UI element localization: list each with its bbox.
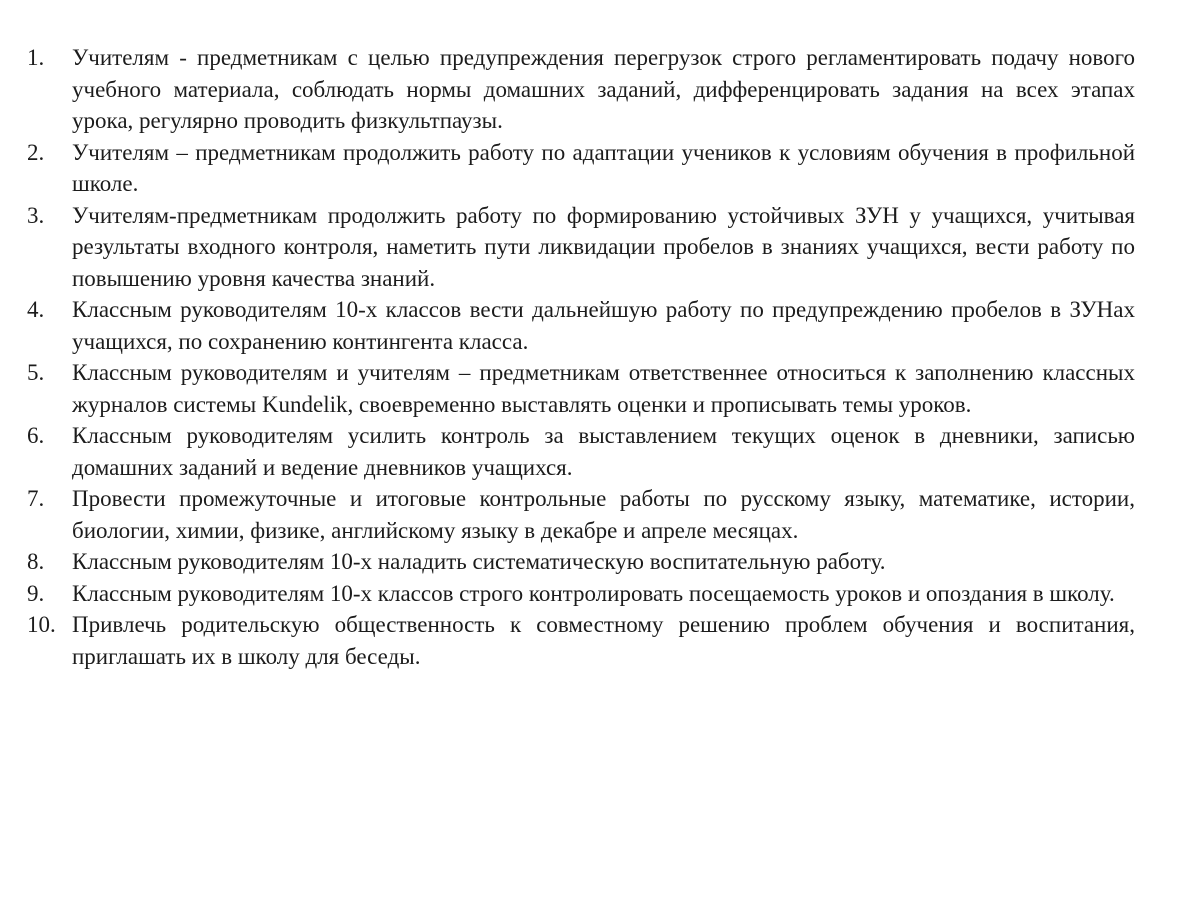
item-number: 1. <box>27 45 45 70</box>
item-text: Классным руководителям 10-х классов вести дальнейшую работу по предупреждению пробелов в ЗУНах учащихся, по сохранению контингента класса. <box>72 297 1135 354</box>
list-item <box>27 578 1135 610</box>
list-item <box>27 420 1135 483</box>
list-item <box>27 483 1135 546</box>
list-item <box>27 137 1135 200</box>
list-item <box>27 42 1135 137</box>
list-item <box>27 357 1135 420</box>
item-text: Привлечь родительскую общественность к совместному решению проблем обучения и воспитания, приглашать их в школу для беседы. <box>72 612 1135 669</box>
item-text: Классным руководителям 10-х наладить систематическую воспитательную работу. <box>72 549 886 574</box>
list-item <box>27 294 1135 357</box>
item-number: 2. <box>27 139 45 165</box>
item-text: Классным руководителям усилить контроль за выставлением текущих оценок в дневники, записью домашних заданий и ведение дневников учащихся. <box>72 423 1135 480</box>
item-number: 9. <box>27 580 45 606</box>
item-number: 5. <box>27 360 45 385</box>
item-number: 4. <box>27 297 45 322</box>
item-number: 8. <box>27 549 45 574</box>
item-text: Классным руководителям и учителям – предметникам ответственнее относиться к заполнению классных журналов системы Kundelik, своевременно выставлять оценки и прописывать темы уроков. <box>72 360 1135 417</box>
item-number: 3. <box>27 202 45 228</box>
item-number: 6. <box>27 423 45 448</box>
item-text: Учителям-предметникам продолжить работу по формированию устойчивых ЗУН у учащихся, учитывая результаты входного контроля, наметить пути ликвидации пробелов в знаниях учащихся, вести работу по повышению уровня качества знаний. <box>72 202 1135 291</box>
item-text: Классным руководителям 10-х классов строго контролировать посещаемость уроков и опоздания в школу. <box>72 580 1115 606</box>
item-text: Учителям - предметникам с целью предупреждения перегрузок строго регламентировать подачу нового учебного материала, соблюдать нормы домашних заданий, дифференцировать задания на всех этапах урока, регулярно проводить физкультпаузы. <box>72 45 1135 133</box>
list-item <box>27 546 1135 578</box>
item-number: 10. <box>27 612 56 637</box>
recommendations-list <box>27 42 1135 672</box>
list-item <box>27 609 1135 672</box>
item-number: 7. <box>27 486 45 511</box>
item-text: Провести промежуточные и итоговые контрольные работы по русскому языку, математике, истории, биологии, химии, физике, английскому языку в декабре и апреле месяцах. <box>72 486 1135 543</box>
list-item <box>27 200 1135 295</box>
item-text: Учителям – предметникам продолжить работу по адаптации учеников к условиям обучения в профильной школе. <box>72 139 1135 196</box>
